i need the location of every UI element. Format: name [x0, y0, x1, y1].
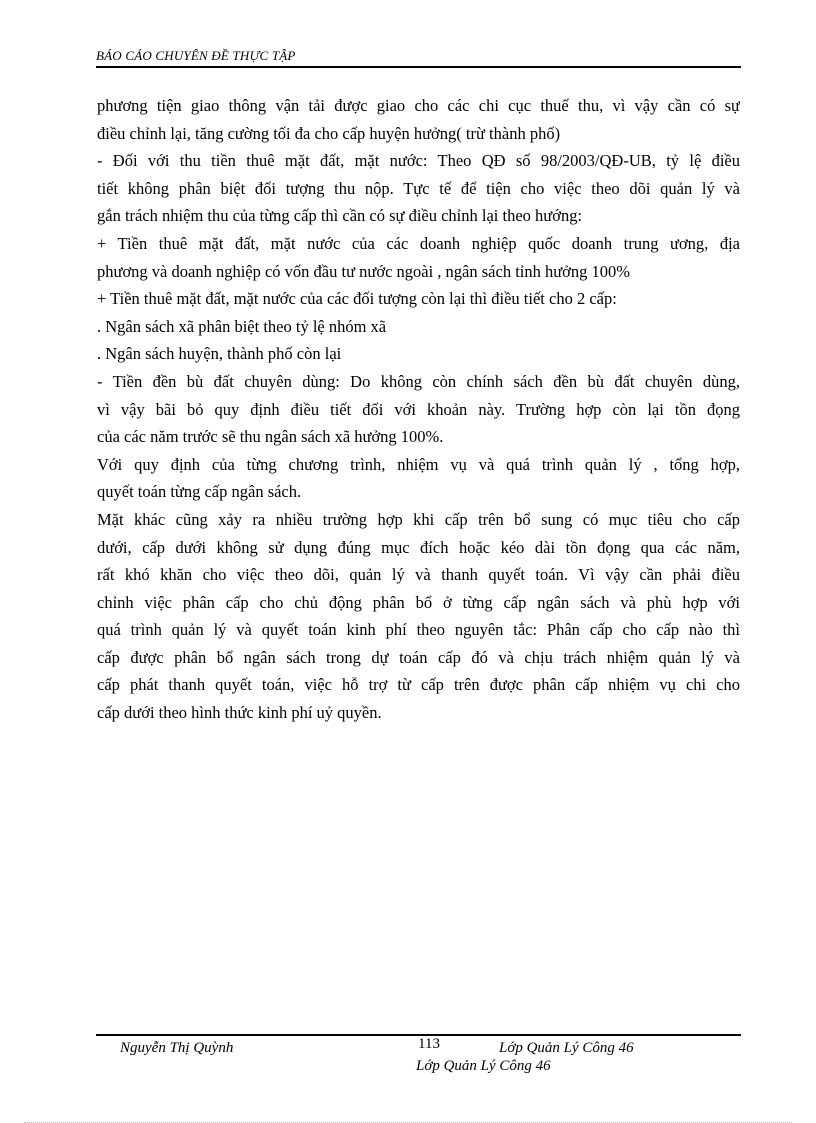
text-line: phương tiện giao thông vận tải được giao cho các chi cục thuế thu, vì vậy cần có sự — [97, 96, 740, 115]
text-line: cấp được phân bổ ngân sách trong dự toán cấp đó và chịu trách nhiệm quản lý và — [97, 647, 740, 667]
text-line: quá trình quản lý và quyết toán kinh phí theo nguyên tắc: Phân cấp cho cấp nào thì — [97, 620, 740, 640]
text-line: + Tiền thuê mặt đất, mặt nước của các đối tượng còn lại thì điều tiết cho 2 cấp: — [97, 289, 617, 309]
text-line: dưới, cấp dưới không sử dụng đúng mục đích hoặc kéo dài tồn đọng qua các năm, — [97, 537, 740, 557]
text-line: - Đối với thu tiền thuê mặt đất, mặt nước: Theo QĐ số 98/2003/QĐ-UB, tỷ lệ điều — [97, 151, 740, 171]
text-line: + Tiền thuê mặt đất, mặt nước của các doanh nghiệp quốc doanh trung ương, địa — [97, 233, 740, 253]
text-line: gắn trách nhiệm thu của từng cấp thì cần có sự điều chỉnh lại theo hướng: — [97, 206, 583, 226]
text-line: - Tiền đền bù đất chuyên dùng: Do không còn chính sách đền bù đất chuyên dùng, — [97, 371, 740, 391]
text-line: phương và doanh nghiệp có vốn đầu tư nước ngoài , ngân sách tỉnh hưởng 100% — [97, 261, 631, 281]
text-line: vì vậy bãi bỏ quy định điều tiết đối với khoản này. Trường hợp còn lại tồn đọng — [97, 399, 740, 419]
text-line: Mặt khác cũng xảy ra nhiều trường hợp khi cấp trên bổ sung có mục tiêu cho cấp — [97, 509, 740, 529]
text-line: . Ngân sách huyện, thành phố còn lại — [97, 344, 342, 364]
text-line: . Ngân sách xã phân biệt theo tỷ lệ nhóm xã — [97, 316, 387, 336]
text-line: điều chỉnh lại, tăng cường tối đa cho cấp huyện hưởng( trừ thành phố) — [97, 123, 561, 143]
text-line: Với quy định của từng chương trình, nhiệm vụ và quá trình quản lý , tổng hợp, — [97, 454, 740, 474]
page-number: 113 — [418, 1036, 440, 1052]
text-line: chỉnh việc phân cấp cho chủ động phân bổ ở từng cấp ngân sách và phù hợp với — [97, 592, 740, 612]
text-line: cấp phát thanh quyết toán, việc hỗ trợ từ cấp trên được phân cấp nhiệm vụ chi cho — [97, 675, 740, 695]
text-line: cấp dưới theo hình thức kinh phí uỷ quyền. — [97, 703, 382, 723]
author-name: Nguyễn Thị Quỳnh — [120, 1040, 234, 1056]
text-line: quyết toán từng cấp ngân sách. — [97, 482, 302, 502]
text-line: của các năm trước sẽ thu ngân sách xã hưởng 100%. — [97, 427, 444, 447]
text-line: rất khó khăn cho việc theo dõi, quản lý và thanh quyết toán. Vì vậy cần phải điều — [97, 565, 740, 585]
header-divider — [96, 66, 741, 68]
report-title: BÁO CÁO CHUYÊN ĐỀ THỰC TẬP — [96, 48, 296, 63]
class-name: Lớp Quản Lý Công 46 — [499, 1040, 634, 1056]
class-name-repeat: Lớp Quản Lý Công 46 — [416, 1058, 551, 1074]
body-text — [97, 92, 740, 727]
text-line: tiết không phân biệt đối tượng thu nộp. Tực tế để tiện cho việc theo dõi quản lý và — [97, 178, 740, 198]
